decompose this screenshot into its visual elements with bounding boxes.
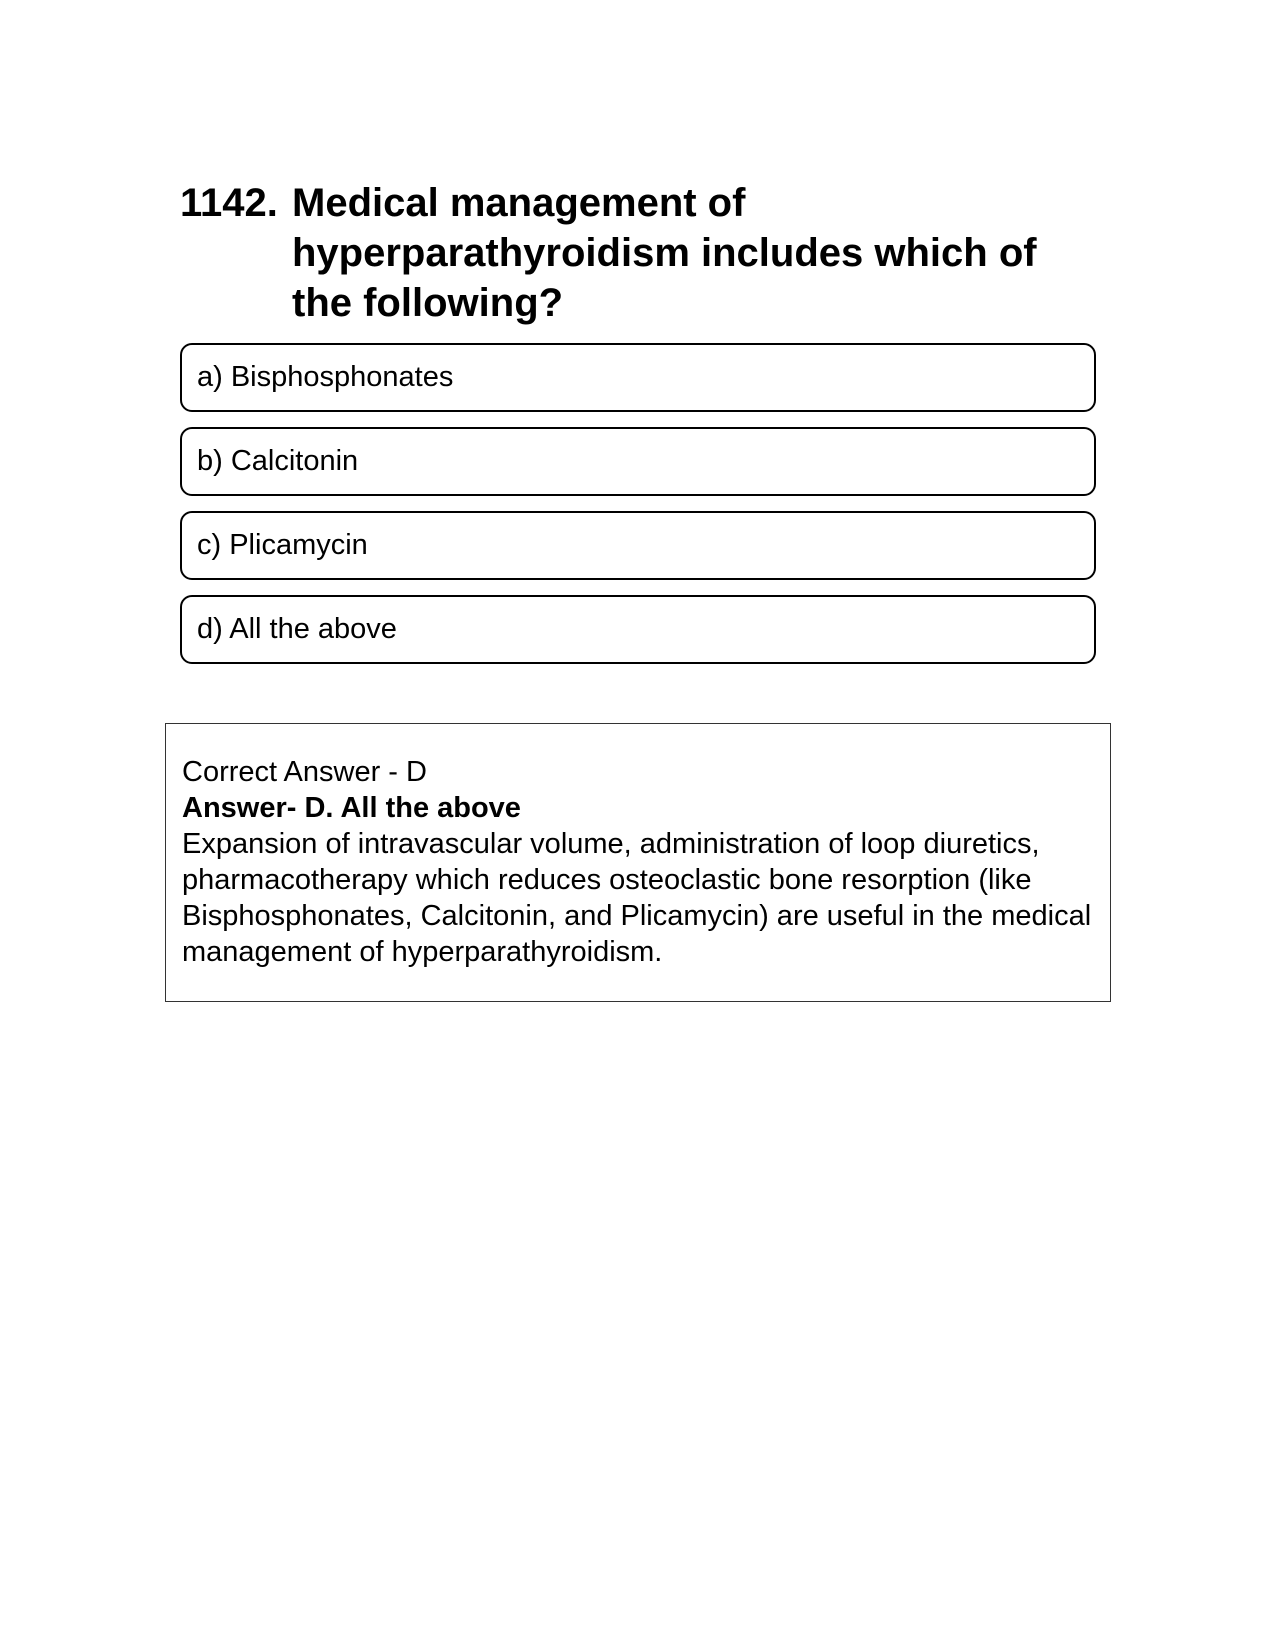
answer-heading: Answer- D. All the above: [182, 792, 521, 824]
question-number: 1142.: [180, 181, 278, 225]
option-a[interactable]: a) Bisphosphonates: [180, 343, 1096, 412]
option-b[interactable]: b) Calcitonin: [180, 427, 1096, 496]
question-text: Medical management of hyperparathyroidism includes which of the following?: [292, 181, 1037, 325]
option-c[interactable]: c) Plicamycin: [180, 511, 1096, 580]
answer-box: [165, 723, 1111, 1002]
answer-explanation: Expansion of intravascular volume, administration of loop diuretics, pharmacotherapy which reduces osteoclastic bone resorption (like Bisphosphonates, Calcitonin, and Plicamycin) are useful in the medical management of hyperparathyroidism.: [182, 828, 1092, 968]
options-list: [180, 343, 1096, 679]
question: [180, 178, 1100, 328]
option-d[interactable]: d) All the above: [180, 595, 1096, 664]
correct-answer: Correct Answer - D: [182, 756, 427, 788]
